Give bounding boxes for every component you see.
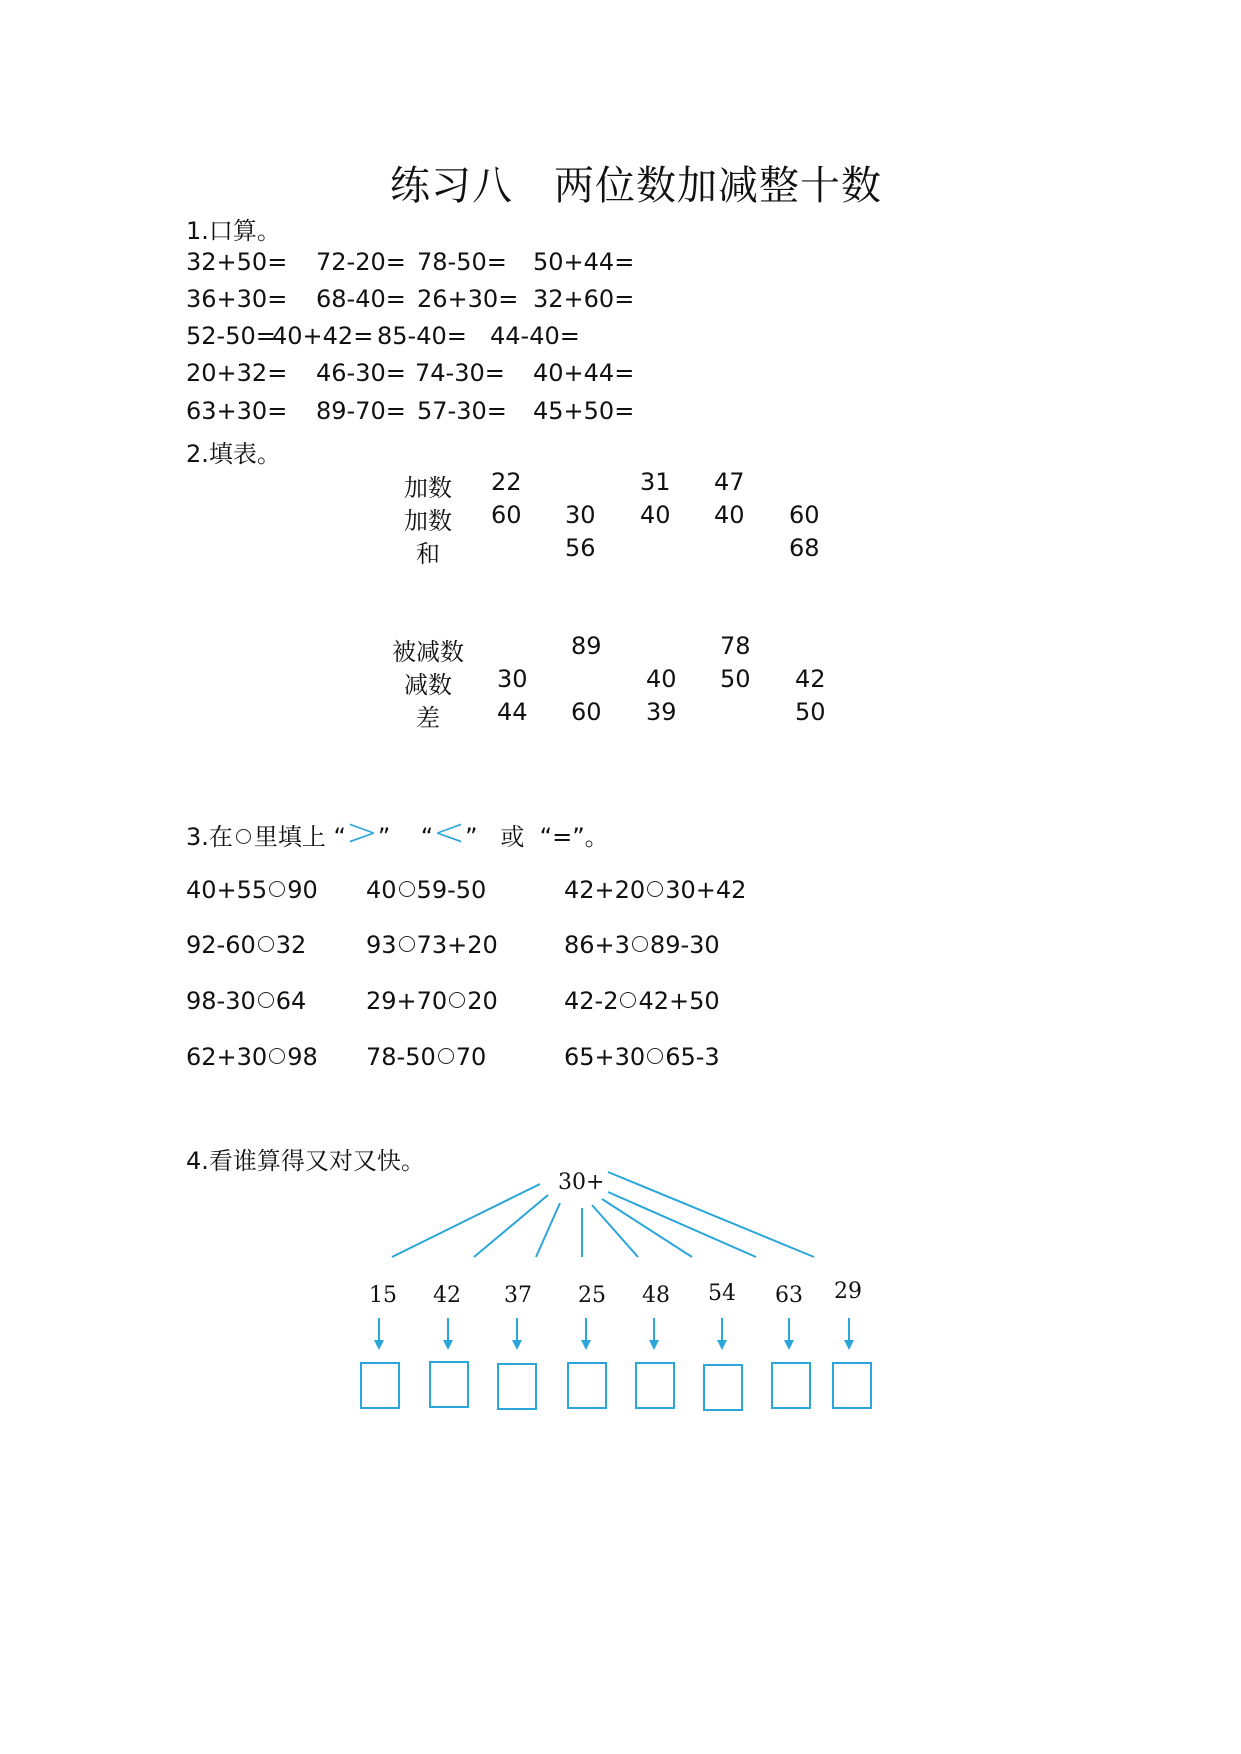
- table-cell: 60: [789, 501, 820, 529]
- heading-prefix: 3.在: [186, 823, 233, 851]
- calc-item: 78-50=: [417, 248, 507, 276]
- answer-box[interactable]: [360, 1362, 400, 1409]
- answer-box[interactable]: [567, 1362, 607, 1409]
- heading-mid: 里填上: [253, 823, 326, 851]
- right-expr: 59-50: [416, 876, 487, 904]
- branch-number: 42: [433, 1283, 461, 1308]
- branch-line: [608, 1172, 814, 1257]
- left-expr: 29+70: [366, 987, 448, 1015]
- right-expr: 30+42: [665, 876, 747, 904]
- table-cell: 31: [640, 468, 671, 496]
- right-expr: 32: [275, 931, 307, 959]
- calc-item: 57-30=: [417, 397, 507, 425]
- left-expr: 42+20: [564, 876, 646, 904]
- calc-item: 72-20=: [316, 248, 406, 276]
- branch-number: 29: [834, 1279, 862, 1304]
- answer-box[interactable]: [771, 1362, 811, 1409]
- left-expr: 86+3: [564, 931, 630, 959]
- arrow-head-icon: [784, 1340, 794, 1350]
- table-cell: 47: [714, 468, 745, 496]
- branch-number: 15: [369, 1283, 397, 1308]
- calc-item: 45+50=: [533, 397, 635, 425]
- table-cell: 22: [491, 468, 522, 496]
- calc-item: 40+44=: [533, 359, 635, 387]
- branch-number: 25: [578, 1283, 606, 1308]
- calc-item: 32+60=: [533, 285, 635, 313]
- answer-box[interactable]: [497, 1363, 537, 1410]
- calc-item: 74-30=: [415, 359, 505, 387]
- arrow-head-icon: [581, 1340, 591, 1350]
- branch-line: [536, 1203, 560, 1257]
- down-arrows: [374, 1318, 854, 1350]
- table-cell: 56: [565, 534, 596, 562]
- right-expr: 98: [287, 1043, 318, 1071]
- left-expr: 62+30: [186, 1043, 268, 1071]
- arrow-head-icon: [717, 1340, 727, 1350]
- table-cell: 42: [795, 665, 826, 693]
- arrow-head-icon: [443, 1340, 453, 1350]
- table-cell: 68: [789, 534, 820, 562]
- table-cell: 40: [640, 501, 671, 529]
- calc-item: 36+30=: [186, 285, 288, 313]
- branch-number: 54: [708, 1281, 736, 1306]
- section-4-heading: 4.看谁算得又对又快。: [186, 1147, 425, 1175]
- calc-item: 68-40=: [316, 285, 406, 313]
- table-cell: 50: [795, 698, 826, 726]
- right-expr: 89-30: [649, 931, 720, 959]
- row-label: 和: [416, 540, 440, 568]
- calc-item: 63+30=: [186, 397, 288, 425]
- calc-item: 50+44=: [533, 248, 635, 276]
- arrow-head-icon: [512, 1340, 522, 1350]
- table-cell: 89: [571, 632, 602, 660]
- quote-open: “: [333, 823, 346, 851]
- or-text: 或: [500, 823, 525, 851]
- left-expr: 40+55: [186, 876, 268, 904]
- calc-item: 20+32=: [186, 359, 288, 387]
- quote-close: ”: [465, 823, 478, 851]
- left-expr: 92-60: [186, 931, 256, 959]
- right-expr: 90: [287, 876, 318, 904]
- right-expr: 42+50: [638, 987, 720, 1015]
- table-cell: 78: [720, 632, 751, 660]
- table-cell: 40: [646, 665, 677, 693]
- answer-box[interactable]: [429, 1361, 469, 1408]
- table-cell: 30: [497, 665, 528, 693]
- answer-box[interactable]: [832, 1362, 872, 1409]
- row-label: 被减数: [392, 638, 464, 666]
- calc-item: 32+50=: [186, 248, 288, 276]
- quote-open: “: [420, 823, 434, 851]
- arrow-head-icon: [649, 1340, 659, 1350]
- arrow-head-icon: [844, 1340, 854, 1350]
- answer-box[interactable]: [635, 1362, 675, 1409]
- row-label: 差: [416, 704, 440, 732]
- left-expr: 40: [366, 876, 397, 904]
- table-cell: 30: [565, 501, 596, 529]
- row-label: 减数: [404, 671, 452, 699]
- table-cell: 40: [714, 501, 745, 529]
- right-expr: 20: [467, 987, 498, 1015]
- calc-item: 44-40=: [490, 322, 580, 350]
- calc-item: 26+30=: [417, 285, 519, 313]
- table-cell: 39: [646, 698, 677, 726]
- left-expr: 98-30: [186, 987, 256, 1015]
- table-cell: 60: [571, 698, 602, 726]
- less-than-symbol: <: [433, 810, 466, 854]
- right-expr: 70: [455, 1043, 487, 1071]
- left-expr: 78-50: [366, 1043, 436, 1071]
- right-expr: 64: [275, 987, 307, 1015]
- left-expr: 93: [366, 931, 397, 959]
- branch-line: [592, 1205, 638, 1257]
- answer-box[interactable]: [703, 1364, 743, 1411]
- table-cell: 50: [720, 665, 751, 693]
- branch-number: 48: [642, 1283, 670, 1308]
- left-expr: 65+30: [564, 1043, 646, 1071]
- quote-close: ”: [377, 823, 391, 851]
- left-expr: 42-2: [564, 987, 619, 1015]
- branch-number: 37: [504, 1283, 532, 1308]
- row-label: 加数: [404, 474, 452, 502]
- row-label: 加数: [404, 507, 452, 535]
- calc-item: 89-70=: [316, 397, 406, 425]
- table-cell: 44: [497, 698, 528, 726]
- table-cell: 60: [491, 501, 522, 529]
- greater-than-symbol: >: [345, 810, 378, 854]
- branch-number: 63: [775, 1283, 803, 1308]
- calc-item: 85-40=: [377, 322, 467, 350]
- arrow-head-icon: [374, 1340, 384, 1350]
- branch-lines: [392, 1172, 814, 1257]
- right-expr: 73+20: [416, 931, 498, 959]
- section-1-heading: 1.口算。: [186, 217, 281, 245]
- calc-item: 46-30=: [316, 359, 406, 387]
- equals-text: “=”。: [539, 823, 609, 851]
- right-expr: 65-3: [665, 1043, 720, 1071]
- page-title: 练习八 两位数加减整十数: [390, 163, 882, 209]
- calc-item: 40+42=: [272, 322, 374, 350]
- branch-line: [602, 1199, 692, 1257]
- calc-item: 52-50=: [186, 322, 276, 350]
- section-2-heading: 2.填表。: [186, 440, 281, 468]
- root-expression: 30+: [558, 1170, 605, 1195]
- branch-line: [474, 1195, 548, 1257]
